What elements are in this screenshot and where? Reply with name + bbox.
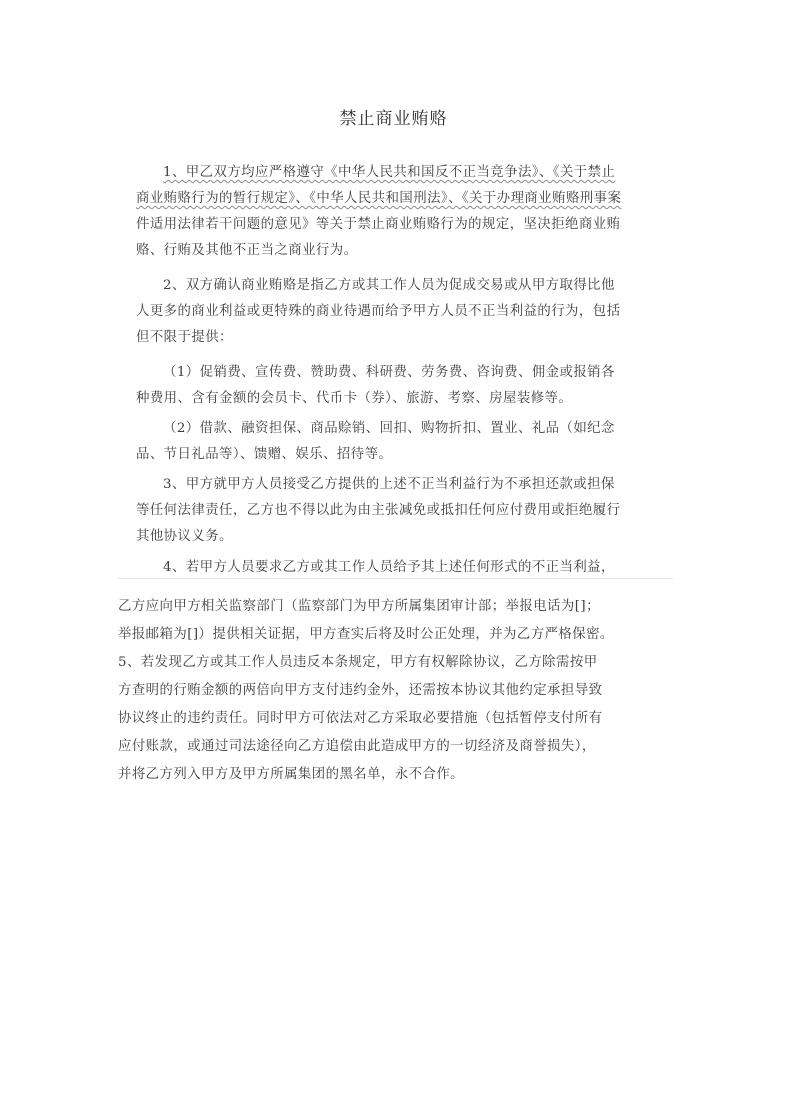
clause-5-line-4: 应付账款，或通过司法途径向乙方追偿由此造成甲方的一切经济及商誉损失），: [118, 739, 596, 754]
clause-4-start: [136, 558, 666, 578]
clause-2-item-2: [136, 416, 666, 468]
document-page-bottom: [0, 580, 787, 1096]
document-title: 禁止商业贿赂: [339, 109, 448, 129]
item-2-line-2: 品、节日礼品等）、馈赠、娱乐、招待等。: [136, 447, 393, 462]
clause-2: [136, 273, 666, 351]
clause-5-line-5: 并将乙方列入甲方及甲方所属集团的黑名单，永不合作。: [118, 767, 465, 782]
clause-3-line-3: 其他协议义务。: [136, 529, 233, 544]
clause-2-line-2: 人更多的商业利益或更特殊的商业待遇而给予甲方人员不正当利益的行为，包括: [136, 304, 621, 319]
clause-2-item-1: [136, 360, 666, 412]
clause-5-line-3: 协议终止的违约责任。同时甲方可依法对乙方采取必要措施（包括暂停支付所有: [118, 711, 603, 726]
clause-2-line-1: 2、双方确认商业贿赂是指乙方或其工作人员为促成交易或从甲方取得比他: [163, 278, 615, 293]
clause-1-line-1: 1、甲乙双方均应严格遵守《中华人民共和国反不正当竞争法》、《关于禁止: [163, 165, 616, 180]
clause-5: [118, 649, 678, 789]
clause-4-cont-line-2: 举报邮箱为[]）提供相关证据，甲方查实后将及时公正处理，并为乙方严格保密。: [118, 627, 614, 642]
clause-4-cont-line-1: 乙方应向甲方相关监察部门（监察部门为甲方所属集团审计部；举报电话为[]；: [118, 599, 600, 614]
item-1-line-1: （1）促销费、宣传费、赞助费、科研费、劳务费、咨询费、佣金或报销各: [163, 365, 615, 380]
clause-2-line-3: 但不限于提供：: [136, 330, 233, 345]
clause-1-line-4: 赂、行贿及其他不正当之商业行为。: [136, 243, 358, 258]
page-split-divider: [118, 578, 673, 579]
item-1-line-2: 种费用、含有金额的会员卡、代币卡（券）、旅游、考察、房屋装修等。: [136, 391, 573, 406]
clause-3-line-1: 3、甲方就甲方人员接受乙方提供的上述不正当利益行为不承担还款或担保: [163, 477, 615, 492]
clause-5-line-1: 5、若发现乙方或其工作人员违反本条规定，甲方有权解除协议，乙方除需按甲: [118, 655, 598, 670]
clause-4-line-1: 4、若甲方人员要求乙方或其工作人员给予其上述任何形式的不正当利益，: [163, 560, 615, 575]
item-2-line-1: （2）借款、融资担保、商品赊销、回扣、购物折扣、置业、礼品（如纪念: [163, 421, 615, 436]
clause-1-line-3: 件适用法律若干问题的意见》等关于禁止商业贿赂行为的规定，坚决拒绝商业贿: [136, 217, 621, 232]
clause-1-line-2: 商业贿赂行为的暂行规定》、《中华人民共和国刑法》、《关于办理商业贿赂刑事案: [136, 191, 622, 206]
clause-3-line-2: 等任何法律责任，乙方也不得以此为由主张减免或抵扣任何应付费用或拒绝履行: [136, 503, 621, 518]
clause-4-continued: [118, 593, 678, 649]
clause-1: [136, 160, 666, 264]
clause-3: [136, 472, 666, 550]
clause-5-line-2: 方查明的行贿金额的两倍向甲方支付违约金外，还需按本协议其他约定承担导致: [118, 683, 603, 698]
